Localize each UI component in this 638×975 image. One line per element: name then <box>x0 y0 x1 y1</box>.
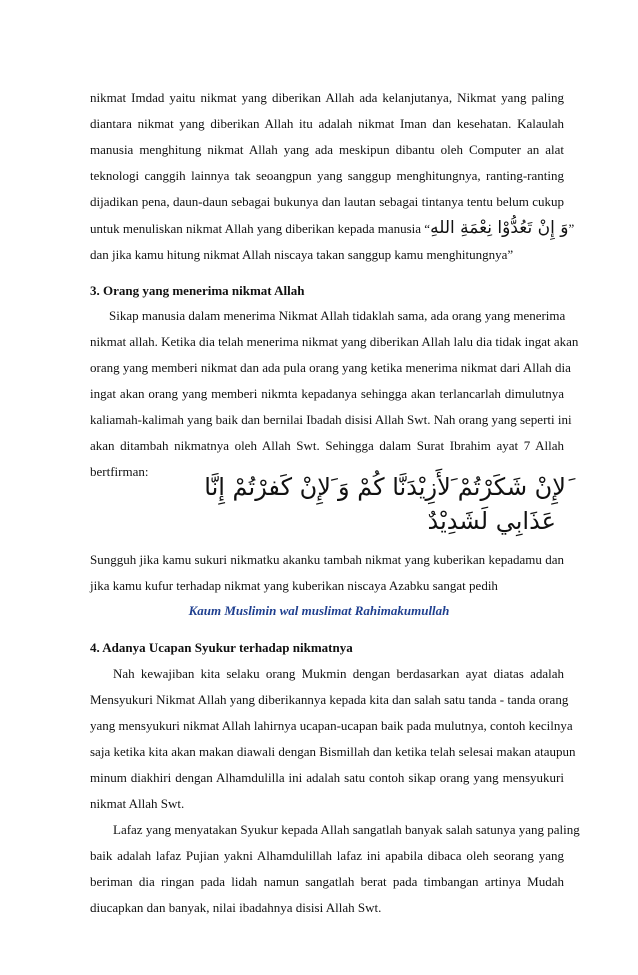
paragraph-line: akan ditambah nikmatnya oleh Allah Swt. Sehingga dalam Surat Ibrahim ayat 7 Allah <box>90 438 564 453</box>
paragraph-line: saja ketika kita akan makan diawali dengan Bismillah dan ketika telah selesai makan ataupun <box>90 744 576 759</box>
paragraph-line: nikmat allah. Ketika dia telah menerima nikmat yang diberikan Allah lalu dia tidak ingat akan <box>90 334 579 349</box>
paragraph-line: diantara nikmat yang diberikan Allah itu adalah nikmat Iman dan kesehatan. Kalaulah <box>90 116 564 131</box>
paragraph-line: nikmat Allah Swt. <box>90 796 185 811</box>
paragraph-line: nikmat Imdad yaitu nikmat yang diberikan Allah ada kelanjutanya, Nikmat yang paling <box>90 90 564 105</box>
paragraph-line: baik adalah lafaz Pujian yakni Alhamdulillah lafaz ini apabila dibaca oleh seorang yang <box>90 848 564 863</box>
translation-line: Sungguh jika kamu sukuri nikmatku akanku tambah nikmat yang kuberikan kepadamu dan <box>90 552 564 567</box>
section-heading: 3. Orang yang menerima nikmat Allah <box>90 283 305 298</box>
translation-line: jika kamu kufur terhadap nikmat yang kuberikan niscaya Azabku sangat pedih <box>90 578 498 593</box>
paragraph-line: kaliamah-kalimah yang baik dan bernilai Ibadah disisi Allah Swt. Nah orang yang seperti ini <box>90 412 572 427</box>
quote-line <box>90 218 575 238</box>
quote-prefix: untuk menuliskan nikmat Allah yang diberikan kepada manusia “ <box>90 221 431 236</box>
paragraph-line: teknologi canggih lainnya tak seoangpun yang sanggup menghitungnya, ranting-ranting <box>90 168 564 183</box>
translation-line: dan jika kamu hitung nikmat Allah niscaya takan sanggup kamu menghitungnya” <box>90 247 514 262</box>
paragraph-line: beriman dia ringan pada lidah namun sangatlah berat pada timbangan artinya Mudah <box>90 874 564 889</box>
paragraph-line: yang mensyukuri nikmat Allah lahirnya ucapan-ucapan baik pada mulutnya, contoh kecilnya <box>90 718 573 733</box>
paragraph-line: minum diakhiri dengan Alhamdulilla ini adalah satu contoh sikap orang yang mensyukuri <box>90 770 564 785</box>
paragraph-line: orang yang memberi nikmat dan ada pula orang yang ketika menerima nikmat dari Allah dia <box>90 360 571 375</box>
paragraph-line: dijadikan pena, daun-daun sebagai bukunya dan lautan sebagai tintanya tentu belum cukup <box>90 194 564 209</box>
arabic-quote: وَ إِنْ تَعُدُّوْا نِعْمَةِ اللهِ <box>430 218 569 238</box>
paragraph-line: manusia menghitung nikmat Allah yang ada meskipun dibantu oleh Computer an alat <box>90 142 564 157</box>
paragraph-line: ingat akan orang yang memberi nikmta kepadanya sehingga akan terlancarlah dimulutnya <box>90 386 564 401</box>
paragraph-line: diucapkan dan banyak, nilai ibadahnya disisi Allah Swt. <box>90 900 382 915</box>
paragraph-line: bertfirman: <box>90 464 149 479</box>
paragraph-line: Lafaz yang menyatakan Syukur kepada Allah sangatlah banyak salah satunya yang paling <box>113 822 580 837</box>
quote-suffix: ” <box>568 221 575 236</box>
arabic-ayah-line-2: عَذَابِي لَشَدِيْدٌ <box>427 507 556 535</box>
paragraph-line: Nah kewajiban kita selaku orang Mukmin dengan berdasarkan ayat diatas adalah <box>113 666 564 681</box>
paragraph-line: Sikap manusia dalam menerima Nikmat Allah tidaklah sama, ada orang yang menerima <box>109 308 566 323</box>
address-line: Kaum Muslimin wal muslimat Rahimakumullah <box>188 603 450 618</box>
paragraph-line: Mensyukuri Nikmat Allah yang diberikannya kepada kita dan salah satu tanda - tanda orang <box>90 692 569 707</box>
arabic-ayah-line-1: َلإِنْ شَكَرْتُمْ َلأَزِيْدَنَّا كُمْ وَ َلإِنْ كَفرْتُمْ إِنَّا <box>204 473 566 501</box>
section-heading: 4. Adanya Ucapan Syukur terhadap nikmatnya <box>90 640 353 655</box>
